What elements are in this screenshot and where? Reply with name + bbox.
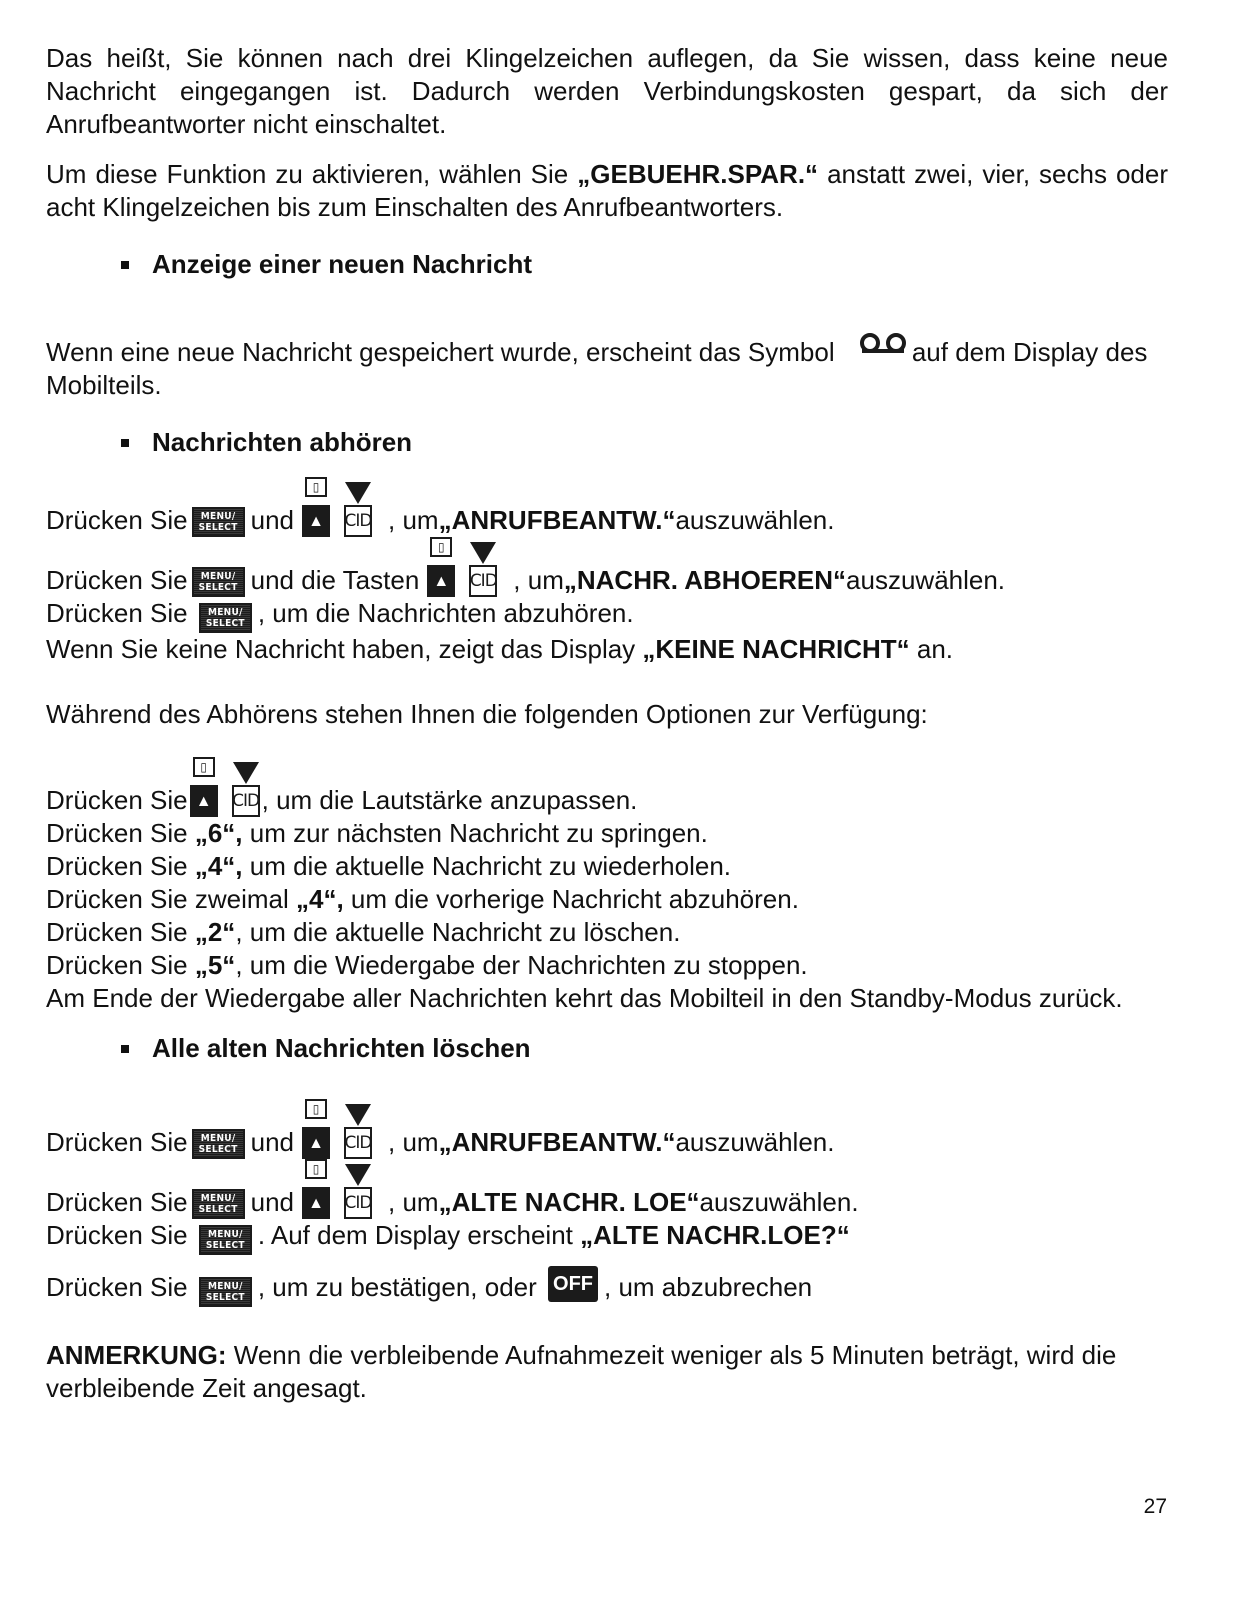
cid-down-key-icon: CID <box>232 751 260 817</box>
text: Wenn eine neue Nachricht gespeichert wurde, erscheint das Symbol <box>46 337 842 367</box>
bullet-square-icon <box>121 261 129 269</box>
text: Drücken Sie <box>46 505 188 535</box>
phonebook-up-key-icon: ▯ ▲ <box>302 1153 330 1219</box>
keine-nachricht-label: „KEINE NACHRICHT“ <box>642 634 910 664</box>
option-repeat <box>46 850 1168 883</box>
option-volume <box>46 751 1168 817</box>
intro-paragraph-1: Das heißt, Sie können nach drei Klingelzeichen auflegen, da Sie wissen, dass keine neue Nachricht eingegangen ist. Dadurch werden Verbindungskosten gespart, da sich der Anrufbeantworter nicht einschaltet. <box>46 43 1168 139</box>
text: , um <box>388 1127 439 1157</box>
text: , um <box>388 505 439 535</box>
text: Drücken Sie <box>46 598 195 628</box>
menu-select-key-icon: MENU/ SELECT <box>199 603 252 633</box>
text: um die vorherige Nachricht abzuhören. <box>343 884 799 914</box>
text: , um abzubrechen <box>604 1272 813 1302</box>
text: Drücken Sie <box>46 1187 188 1217</box>
text: Drücken Sie zweimal <box>46 884 296 914</box>
text: und <box>250 1187 295 1217</box>
key-5-label: „5“ <box>194 950 236 980</box>
text: , um die aktuelle Nachricht zu löschen. <box>235 917 681 947</box>
text: Um diese Funktion zu aktivieren, wählen Sie <box>46 159 578 189</box>
text: , um <box>388 1187 439 1217</box>
menu-select-key-icon: MENU/ SELECT <box>192 507 245 537</box>
heading-new-message <box>46 248 1168 281</box>
key-6-label: „6“, <box>194 818 243 848</box>
cid-down-key-icon: CID <box>344 1153 372 1219</box>
text: auf dem Display des Mobilteils. <box>46 337 1148 400</box>
text: Drücken Sie <box>46 1127 188 1157</box>
nav-keys <box>190 751 260 817</box>
heading-text: Nachrichten abhören <box>152 427 413 457</box>
new-message-paragraph <box>46 333 1168 402</box>
note-label: ANMERKUNG: <box>46 1340 227 1370</box>
text: Drücken Sie <box>46 565 188 595</box>
text: , um die Wiedergabe der Nachrichten zu stoppen. <box>235 950 808 980</box>
text: Drücken Sie <box>46 818 195 848</box>
anrufbeantw-label: „ANRUFBEANTW.“ <box>438 505 676 535</box>
key-4-twice-label: „4“, <box>295 884 344 914</box>
gebuehr-spar-label: „GEBUEHR.SPAR.“ <box>577 159 819 189</box>
cid-down-key-icon: CID <box>344 1093 372 1159</box>
heading-listen-messages <box>46 426 1168 459</box>
text: und die Tasten <box>250 565 420 595</box>
menu-select-key-icon: MENU/ SELECT <box>192 1129 245 1159</box>
text: Drücken Sie <box>46 917 195 947</box>
bullet-square-icon <box>121 439 129 447</box>
text: und <box>250 505 295 535</box>
heading-text: Anzeige einer neuen Nachricht <box>152 249 532 279</box>
option-delete <box>46 916 1168 949</box>
nachr-abhoeren-label: „NACHR. ABHOEREN“ <box>563 565 847 595</box>
phonebook-up-key-icon: ▯ ▲ <box>427 531 455 597</box>
nav-keys <box>427 531 511 597</box>
text: , um <box>513 565 564 595</box>
option-stop <box>46 949 1168 982</box>
text: , um die Lautstärke anzupassen. <box>261 785 638 815</box>
intro-paragraph-2 <box>46 158 1168 224</box>
page-number: 27 <box>1143 1495 1167 1518</box>
text: auszuwählen. <box>675 1127 835 1157</box>
delete-step-2 <box>46 1153 1168 1219</box>
text: um die aktuelle Nachricht zu wiederholen. <box>242 851 732 881</box>
listen-step-2 <box>46 531 1168 597</box>
text: Drücken Sie <box>46 851 195 881</box>
text: auszuwählen. <box>675 505 835 535</box>
heading-delete-old <box>46 1032 1168 1065</box>
option-end-note: Am Ende der Wiedergabe aller Nachrichten kehrt das Mobilteil in den Standby-Modus zurück. <box>46 983 1123 1013</box>
bullet-square-icon <box>121 1045 129 1053</box>
menu-select-key-icon: MENU/ SELECT <box>199 1225 252 1255</box>
text: Wenn Sie keine Nachricht haben, zeigt das Display <box>46 634 643 664</box>
delete-step-4 <box>46 1266 1168 1307</box>
menu-select-key-icon: MENU/ SELECT <box>192 1189 245 1219</box>
text: Drücken Sie <box>46 1220 195 1250</box>
note-text: Wenn die verbleibende Aufnahmezeit weniger als 5 Minuten beträgt, wird die verbleibende Zeit angesagt. <box>46 1340 1117 1403</box>
text: auszuwählen. <box>846 565 1006 595</box>
heading-text: Alle alten Nachrichten löschen <box>152 1033 531 1063</box>
note-paragraph <box>46 1339 1168 1405</box>
phonebook-up-key-icon: ▯ ▲ <box>190 751 218 817</box>
listen-step-4 <box>46 633 1168 666</box>
key-2-label: „2“ <box>194 917 236 947</box>
phonebook-up-key-icon: ▯ ▲ <box>302 471 330 537</box>
manual-page <box>46 42 1168 1405</box>
nav-keys <box>302 1153 386 1219</box>
cid-down-key-icon: CID <box>469 531 497 597</box>
text: auszuwählen. <box>699 1187 859 1217</box>
text: Drücken Sie <box>46 950 195 980</box>
delete-step-1 <box>46 1093 1168 1159</box>
listen-step-3 <box>46 597 1168 633</box>
text: anstatt zwei, vier, sechs oder acht Klingelzeichen bis zum Einschalten des Anrufbeantworters. <box>46 159 1169 222</box>
text: und <box>250 1127 295 1157</box>
alte-nachr-loe-confirm-label: „ALTE NACHR.LOE?“ <box>580 1220 850 1250</box>
text: um zur nächsten Nachricht zu springen. <box>242 818 708 848</box>
alte-nachr-loe-label: „ALTE NACHR. LOE“ <box>438 1187 700 1217</box>
text: an. <box>909 634 954 664</box>
text: , um die Nachrichten abzuhören. <box>257 598 634 628</box>
nav-keys <box>302 1093 386 1159</box>
menu-select-key-icon: MENU/ SELECT <box>199 1277 252 1307</box>
key-4-label: „4“, <box>194 851 243 881</box>
options-intro: Während des Abhörens stehen Ihnen die folgenden Optionen zur Verfügung: <box>46 699 928 729</box>
menu-select-key-icon: MENU/ SELECT <box>192 567 245 597</box>
listen-step-1 <box>46 471 1168 537</box>
anrufbeantw-label: „ANRUFBEANTW.“ <box>438 1127 676 1157</box>
cid-down-key-icon: CID <box>344 471 372 537</box>
delete-step-3 <box>46 1219 1168 1255</box>
text: Drücken Sie <box>46 1272 195 1302</box>
option-previous <box>46 883 1168 916</box>
text: . Auf dem Display erscheint <box>257 1220 581 1250</box>
text: , um zu bestätigen, oder <box>257 1272 545 1302</box>
phonebook-up-key-icon: ▯ ▲ <box>302 1093 330 1159</box>
voicemail-icon <box>858 333 908 357</box>
text: Drücken Sie <box>46 785 188 815</box>
option-next <box>46 817 1168 850</box>
off-key-icon: OFF <box>548 1266 598 1302</box>
nav-keys <box>302 471 386 537</box>
